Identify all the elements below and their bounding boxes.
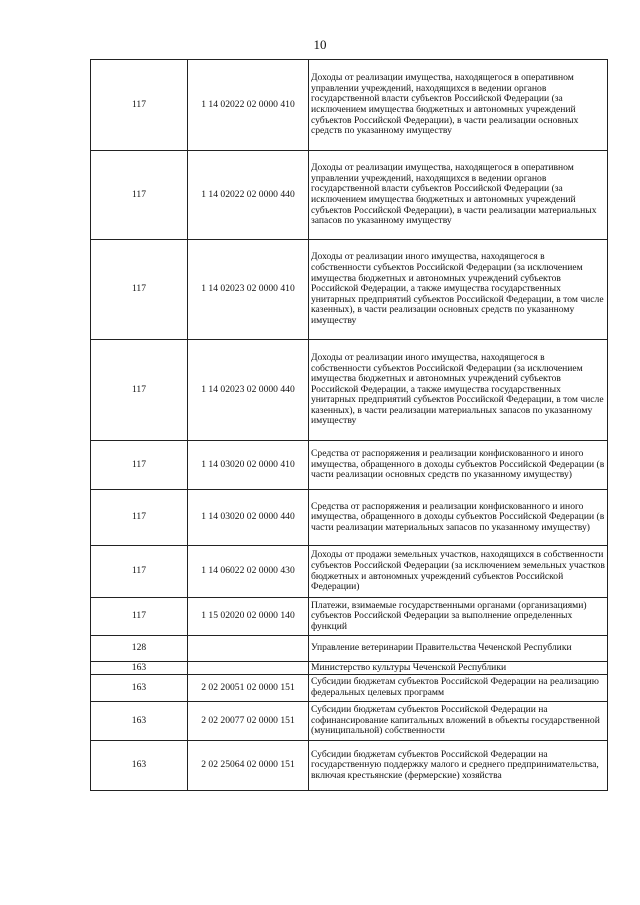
- table-row: [91, 741, 608, 791]
- admin-code-cell: 163: [91, 741, 188, 791]
- budget-code-cell: 1 14 02022 02 0000 410: [188, 60, 309, 151]
- budget-code-cell: 1 15 02020 02 0000 140: [188, 598, 309, 636]
- revenue-classification-table: [90, 59, 608, 791]
- admin-code-cell: 128: [91, 636, 188, 662]
- revenue-name-cell: Доходы от реализации иного имущества, находящегося в собственности субъектов Российской Федерации (за исключением имущества бюджетных и автономных учреждений субъектов Российской Федерации, а также имущества государственных унитарных предприятий субъектов Российской Федерации, в том числе казенных), в части реализации основных средств по указанному имуществу: [309, 240, 608, 340]
- table-row: [91, 702, 608, 741]
- revenue-name-cell: Министерство культуры Чеченской Республики: [309, 662, 608, 675]
- table-row: [91, 546, 608, 598]
- revenue-name-cell: Доходы от реализации иного имущества, находящегося в собственности субъектов Российской Федерации (за исключением имущества бюджетных и автономных учреждений субъектов Российской Федерации, а также имущества государственных унитарных предприятий субъектов Российской Федерации, в том числе казенных), в части реализации материальных запасов по указанному имуществу: [309, 340, 608, 441]
- revenue-name-cell: Доходы от реализации имущества, находящегося в оперативном управлении учреждений, находящихся в ведении органов государственной власти субъектов Российской Федерации (за исключением имущества бюджетных и автономных учреждений субъектов Российской Федерации), в части реализации основных средств по указанному имуществу: [309, 60, 608, 151]
- revenue-name-cell: Средства от распоряжения и реализации конфискованного и иного имущества, обращенного в доходы субъектов Российской Федерации (в части реализации основных средств по указанному имуществу): [309, 441, 608, 490]
- revenue-name-cell: Управление ветеринарии Правительства Чеченской Республики: [309, 636, 608, 662]
- budget-code-cell: 1 14 02023 02 0000 410: [188, 240, 309, 340]
- admin-code-cell: 117: [91, 441, 188, 490]
- table-row: [91, 60, 608, 151]
- revenue-name-cell: Субсидии бюджетам субъектов Российской Федерации на реализацию федеральных целевых программ: [309, 675, 608, 702]
- admin-code-cell: 117: [91, 60, 188, 151]
- admin-code-cell: 117: [91, 240, 188, 340]
- admin-code-cell: 117: [91, 546, 188, 598]
- revenue-name-cell: Средства от распоряжения и реализации конфискованного и иного имущества, обращенного в доходы субъектов Российской Федерации (в части реализации материальных запасов по указанному имуществу): [309, 490, 608, 546]
- budget-code-cell: 2 02 20077 02 0000 151: [188, 702, 309, 741]
- revenue-name-cell: Субсидии бюджетам субъектов Российской Федерации на софинансирование капитальных вложений в объекты государственной (муниципальной) собственности: [309, 702, 608, 741]
- table-row: [91, 340, 608, 441]
- admin-code-cell: 117: [91, 490, 188, 546]
- revenue-name-cell: Доходы от продажи земельных участков, находящихся в собственности субъектов Российской Федерации (за исключением земельных участков бюджетных и автономных учреждений субъектов Российской Федерации): [309, 546, 608, 598]
- table-row: [91, 490, 608, 546]
- table-row: [91, 662, 608, 675]
- table-row: [91, 598, 608, 636]
- budget-code-cell: 1 14 03020 02 0000 410: [188, 441, 309, 490]
- admin-code-cell: 163: [91, 675, 188, 702]
- budget-code-cell: 1 14 03020 02 0000 440: [188, 490, 309, 546]
- admin-code-cell: 117: [91, 151, 188, 240]
- budget-code-cell: 1 14 06022 02 0000 430: [188, 546, 309, 598]
- budget-code-cell: 2 02 20051 02 0000 151: [188, 675, 309, 702]
- revenue-name-cell: Субсидии бюджетам субъектов Российской Федерации на государственную поддержку малого и среднего предпринимательства, включая крестьянские (фермерские) хозяйства: [309, 741, 608, 791]
- table-row: [91, 240, 608, 340]
- table-row: [91, 636, 608, 662]
- admin-code-cell: 163: [91, 662, 188, 675]
- admin-code-cell: 163: [91, 702, 188, 741]
- revenue-name-cell: Доходы от реализации имущества, находящегося в оперативном управлении учреждений, находящихся в ведении органов государственной власти субъектов Российской Федерации (за исключением имущества бюджетных и автономных учреждений субъектов Российской Федерации), в части реализации материальных запасов по указанному имуществу: [309, 151, 608, 240]
- budget-code-cell: 1 14 02023 02 0000 440: [188, 340, 309, 441]
- revenue-name-cell: Платежи, взимаемые государственными органами (организациями) субъектов Российской Федерации за выполнение определенных функций: [309, 598, 608, 636]
- table-row: [91, 151, 608, 240]
- budget-code-cell: 2 02 25064 02 0000 151: [188, 741, 309, 791]
- page-number: 10: [313, 37, 327, 52]
- table-row: [91, 675, 608, 702]
- admin-code-cell: 117: [91, 598, 188, 636]
- budget-code-cell: [188, 662, 309, 675]
- table-row: [91, 441, 608, 490]
- admin-code-cell: 117: [91, 340, 188, 441]
- budget-code-cell: [188, 636, 309, 662]
- budget-code-cell: 1 14 02022 02 0000 440: [188, 151, 309, 240]
